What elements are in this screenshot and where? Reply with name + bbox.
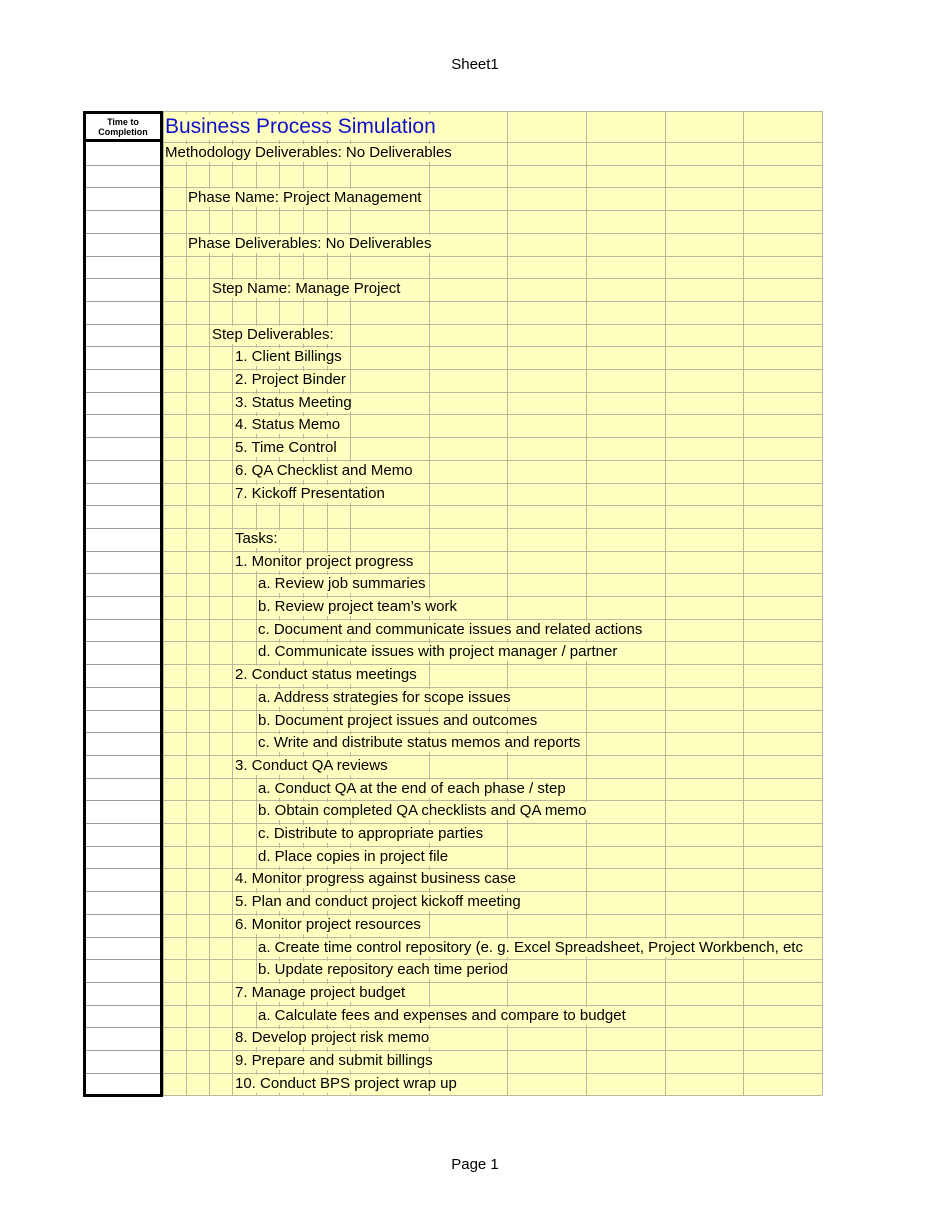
task-list-item[interactable]: 5. Plan and conduct project kickoff meeting [235, 893, 521, 911]
task-list-item[interactable]: 9. Prepare and submit billings [235, 1052, 433, 1069]
task-list-item[interactable]: 1. Monitor project progress [235, 552, 414, 570]
task-list-item[interactable]: c. Write and distribute status memos and reports [258, 734, 581, 752]
task-list-item[interactable]: 4. Status Memo [235, 416, 341, 434]
sheet-name-header: Sheet1 [451, 56, 499, 73]
task-list-item[interactable]: b. Review project team’s work [258, 598, 457, 615]
task-list-item[interactable]: a. Calculate fees and expenses and compare to budget [258, 1006, 626, 1024]
task-list-item[interactable]: 2. Conduct status meetings [235, 666, 417, 684]
task-list-item[interactable]: c. Distribute to appropriate parties [258, 825, 484, 842]
sheet-title[interactable]: Business Process Simulation [165, 114, 439, 140]
task-list-item[interactable]: Phase Name: Project Management [188, 189, 422, 207]
page-number: Page 1 [451, 1156, 499, 1173]
task-list-item[interactable]: Step Name: Manage Project [212, 280, 401, 298]
time-to-completion-header: Time to Completion [83, 111, 163, 142]
task-list-item[interactable]: a. Address strategies for scope issues [258, 688, 511, 706]
task-list-item[interactable]: b. Document project issues and outcomes [258, 711, 538, 729]
task-list-item[interactable]: a. Review job summaries [258, 575, 426, 593]
task-list-item[interactable]: 5. Time Control [235, 439, 337, 457]
task-list-item[interactable]: 4. Monitor progress against business case [235, 870, 516, 888]
task-list-item[interactable]: 6. QA Checklist and Memo [235, 461, 413, 479]
task-list-item[interactable]: Phase Deliverables: No Deliverables [188, 234, 432, 252]
task-list-item[interactable]: 3. Conduct QA reviews [235, 756, 388, 774]
task-list-item[interactable]: Methodology Deliverables: No Deliverables [165, 144, 452, 161]
task-list-item[interactable]: a. Create time control repository (e. g. Excel Spreadsheet, Project Workbench, etc [258, 938, 803, 956]
task-list-item[interactable]: Step Deliverables: [212, 325, 334, 343]
task-list-item[interactable]: 6. Monitor project resources [235, 915, 421, 933]
task-list-item[interactable]: a. Conduct QA at the end of each phase / step [258, 779, 566, 797]
task-list-item[interactable]: c. Document and communicate issues and related actions [258, 620, 643, 638]
task-list-item[interactable]: 1. Client Billings [235, 348, 342, 366]
task-list-item[interactable]: b. Update repository each time period [258, 961, 509, 979]
task-list-item[interactable]: 7. Kickoff Presentation [235, 484, 385, 502]
task-list-item[interactable]: 7. Manage project budget [235, 983, 406, 1001]
task-list-item[interactable]: d. Place copies in project file [258, 847, 449, 865]
task-list-item[interactable]: Tasks: [235, 529, 278, 547]
task-list-item[interactable]: 8. Develop project risk memo [235, 1029, 430, 1047]
task-list-item[interactable]: 3. Status Meeting [235, 393, 352, 411]
task-list-item[interactable]: b. Obtain completed QA checklists and QA memo [258, 802, 587, 820]
task-list-item[interactable]: d. Communicate issues with project manager / partner [258, 643, 618, 661]
task-list-item[interactable]: 2. Project Binder [235, 371, 346, 388]
task-list-item[interactable]: 10. Conduct BPS project wrap up [235, 1074, 457, 1092]
